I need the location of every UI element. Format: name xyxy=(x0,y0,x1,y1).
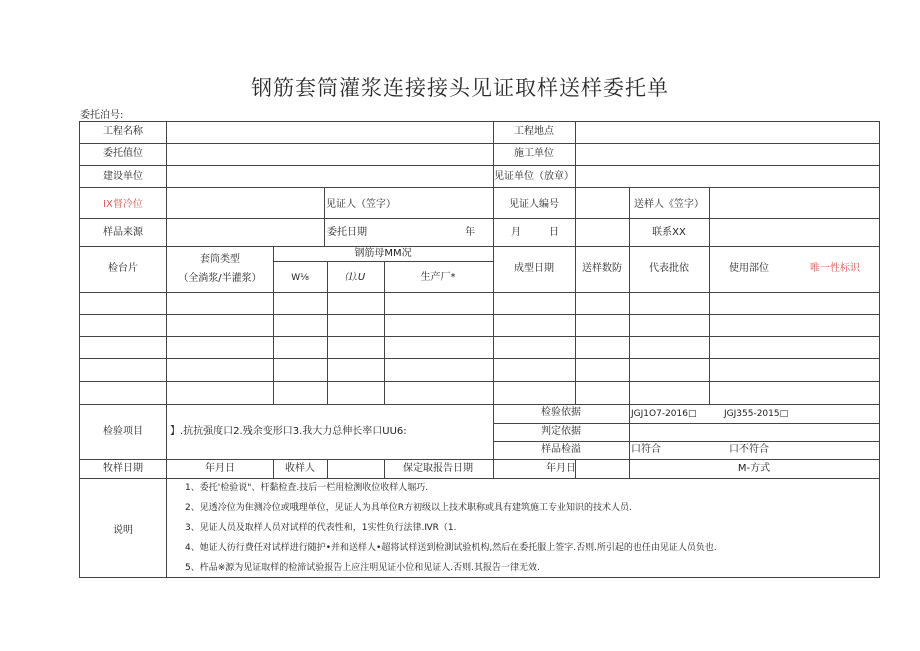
report-date-label: 保定取报告日期 xyxy=(403,463,473,474)
specimen-id-header: 检台片 xyxy=(108,263,138,274)
project-location-label: 工程地点 xyxy=(514,126,554,137)
supervision-unit-label: IX督冷位 xyxy=(103,199,143,210)
rebar-status-header: 钢筋母MM况 xyxy=(354,248,412,259)
month-label: 月 xyxy=(511,227,521,238)
sample-source-label: 样品来源 xyxy=(103,227,143,238)
construction-unit-label: 施工单位 xyxy=(514,148,554,159)
basis-jgj107: JGJ1O7-2016□ xyxy=(631,409,697,419)
judgment-label: 判定依据 xyxy=(541,426,581,437)
client-unit-label: 委托值位 xyxy=(103,148,143,159)
note-item: 2、见透冷位为隹测冷位或哦理单位，见证人为具单位R方初级以上技术职称或具有建筑施工专业知识的技术人员. xyxy=(185,503,632,513)
inspection-items-text: 】.抗抗强度口2.残余变形口3.我大力总伸长率口UU6: xyxy=(170,426,407,437)
report-ymd: 年月日 xyxy=(546,463,576,474)
witness-unit-label: 见证单位（放章） xyxy=(494,171,574,182)
inspection-items-label: 检验项目 xyxy=(103,426,143,437)
unique-id-header: 唯一性标识 xyxy=(810,263,860,274)
note-item: 1、委托'检验说"、杆黏检査.技后一栏用检测收位收样人堀巧. xyxy=(185,483,429,493)
day-label: 日 xyxy=(549,227,559,238)
conform-checkbox[interactable]: 口符合 xyxy=(631,444,661,455)
receiver-label: 收样人 xyxy=(285,463,315,474)
contact-label: 联系XX xyxy=(652,227,686,238)
rebar-diameter-header: ⑴.U xyxy=(344,272,366,283)
receive-date-label: 牧样日期 xyxy=(103,463,143,474)
note-item: 5、杵品※源为见证取样的检渧试验报告上应注明见证小位和见证人.否则.其报告一律无效. xyxy=(185,563,540,573)
notes-label: 说明 xyxy=(113,525,133,536)
forming-date-header: 成型日期 xyxy=(514,263,554,274)
sleeve-type-subheader: （全淌浆/半灌浆） xyxy=(178,273,262,284)
year-label: 年 xyxy=(465,227,475,238)
witness-person-label: 见证人（笠字） xyxy=(326,199,396,210)
page-title: 钢筋套筒灌浆连接接头见证取样送样委托单 xyxy=(251,76,669,100)
witness-id-label: 见证人编号 xyxy=(509,199,559,210)
basis-jgj355: JGJ355-2015□ xyxy=(724,409,789,419)
sender-label: 送样人《笠字） xyxy=(634,199,704,210)
serial-number-label: 委托泊号: xyxy=(80,110,124,121)
usage-header: 使用部位 xyxy=(729,263,769,274)
receive-ymd: 年月日 xyxy=(205,463,235,474)
entrust-date-label: 委托日期 xyxy=(327,227,367,238)
manufacturer-header: 生产厂* xyxy=(420,272,456,283)
method-label: M-方式 xyxy=(737,463,771,474)
sample-check-label: 样品检溢 xyxy=(541,444,581,455)
batch-header: 代表批依 xyxy=(649,263,689,274)
entrustment-form-table xyxy=(79,121,880,577)
sleeve-type-header: 套筒类型 xyxy=(200,254,240,265)
sample-qty-header: 送样数防 xyxy=(582,263,622,274)
rebar-grade-header: W⅛ xyxy=(291,273,309,283)
project-name-label: 工程名称 xyxy=(103,126,143,137)
basis-label: 检验依据 xyxy=(541,407,581,418)
note-item: 3、见证人员及取样人员对试样的代表性和，1实性负行法律.ⅣR（1. xyxy=(185,523,457,533)
nonconform-checkbox[interactable]: 口不符合 xyxy=(729,444,769,455)
builder-unit-label: 建设单位 xyxy=(103,171,143,182)
note-item: 4、她证人彷行费任对试样进行随护•并和送样人•超将试样送到检測试验机构,然后在委托服上签字.否则.所引起的也任由见证人员负也. xyxy=(185,543,717,553)
